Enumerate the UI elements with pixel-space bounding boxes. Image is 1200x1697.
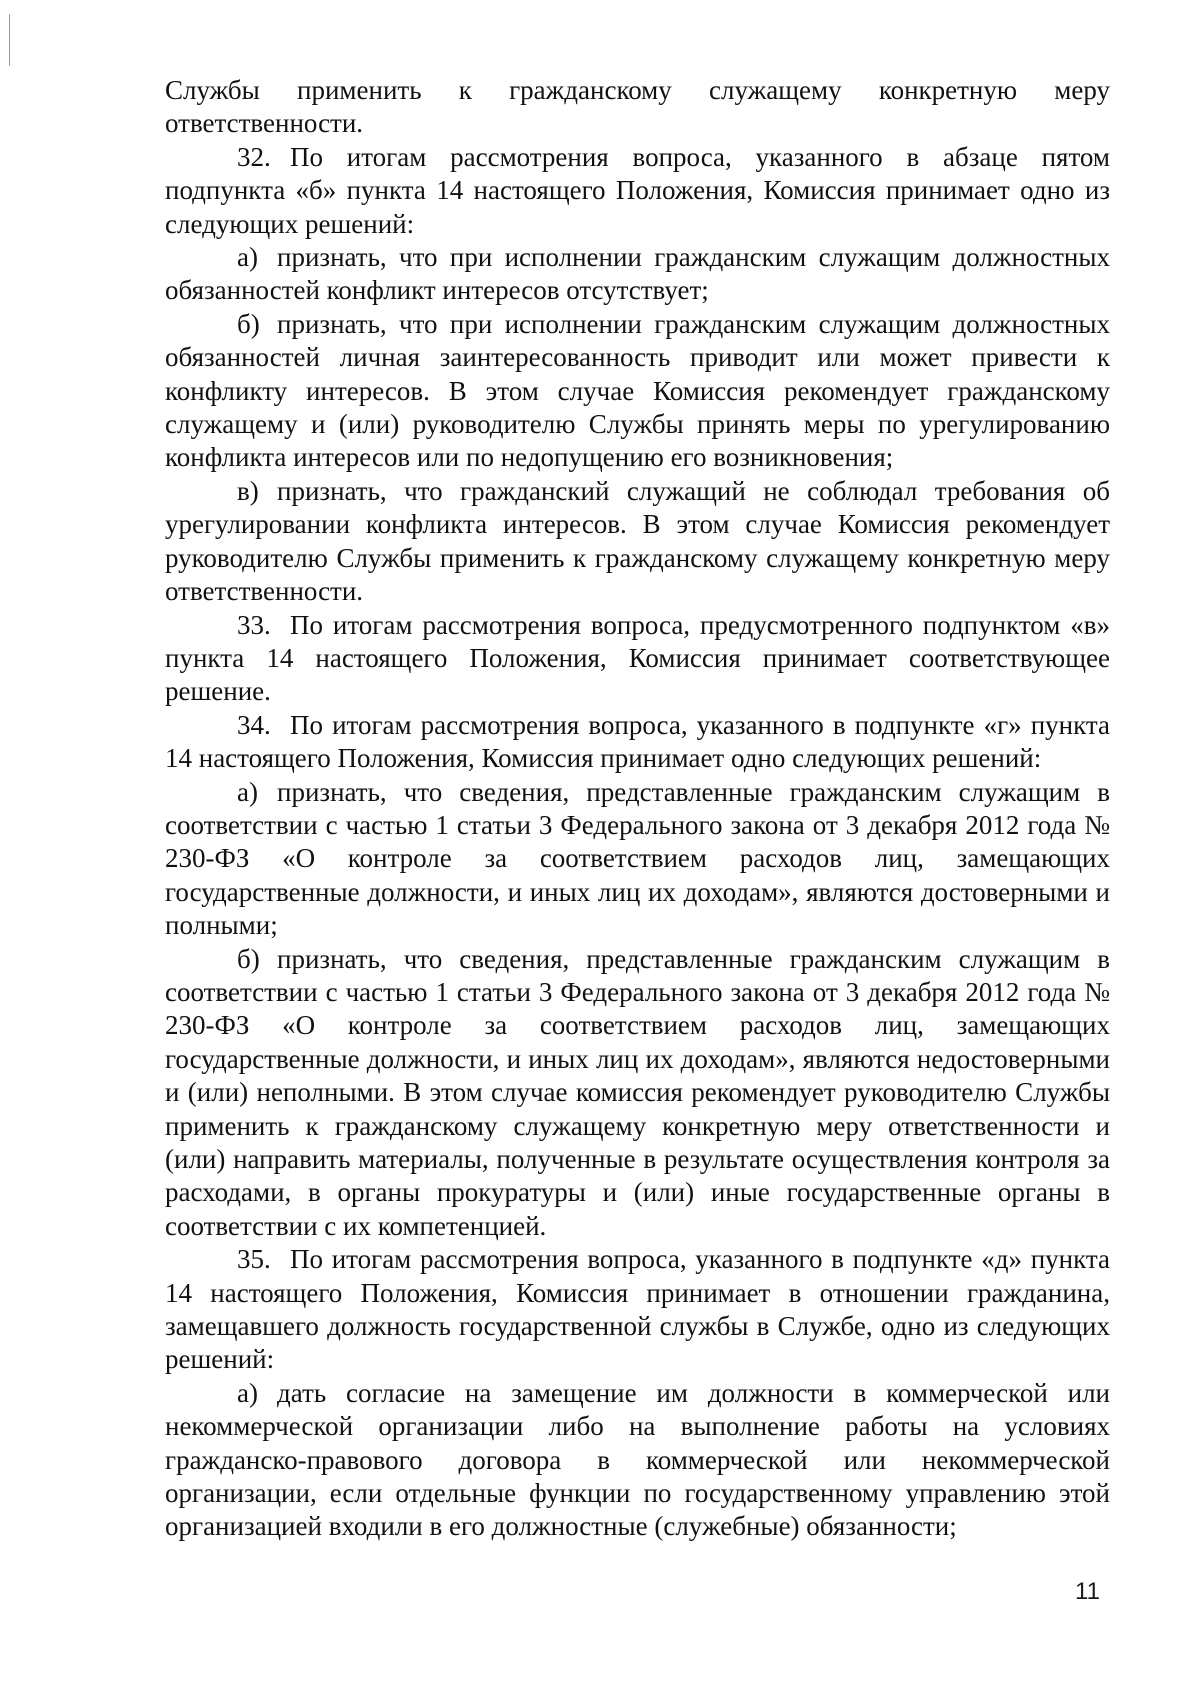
list-marker: а) xyxy=(237,776,258,807)
paragraph-text: Службы применить к гражданскому служащему конкретную меру ответственности. xyxy=(165,75,1110,139)
paragraph-number: 34. xyxy=(237,709,271,740)
paragraph-32-b xyxy=(165,308,1110,475)
paragraph-text: По итогам рассмотрения вопроса, предусмотренного подпунктом «в» пункта 14 настоящего Положения, Комиссия принимает соответствующее решение. xyxy=(165,609,1110,707)
scan-edge-mark xyxy=(9,14,10,66)
paragraph-32 xyxy=(165,141,1110,241)
paragraph-34-b xyxy=(165,943,1110,1244)
paragraph-text: По итогам рассмотрения вопроса, указанного в подпункте «г» пункта 14 настоящего Положения, Комиссия принимает одно следующих решений: xyxy=(165,709,1110,774)
list-marker: в) xyxy=(237,475,259,506)
paragraph-text: признать, что при исполнении гражданским служащим должностных обязанностей конфликт интересов отсутствует; xyxy=(165,242,1110,306)
paragraph-number: 32. xyxy=(237,141,271,172)
paragraph-text: По итогам рассмотрения вопроса, указанного в абзаце пятом подпункта «б» пункта 14 настоящего Положения, Комиссия принимает одно из следующих решений: xyxy=(165,141,1110,239)
paragraph-text: признать, что при исполнении гражданским служащим должностных обязанностей личная заинтересованность приводит или может привести к конфликту интересов. В этом случае Комиссия рекомендует гражданскому служащему и (или) руководителю Службы принять меры по урегулированию конфликта интересов или по недопущению его возникновения; xyxy=(165,308,1110,473)
list-marker: б) xyxy=(237,943,260,974)
paragraph-text: признать, что сведения, представленные гражданским служащим в соответствии с частью 1 статьи 3 Федерального закона от 3 декабря 2012 года № 230-ФЗ «О контроле за соответствием расходов лиц, замещающих государственные должности, и иных лиц их доходам», являются недостоверными и (или) неполными. В этом случае комиссия рекомендует руководителю Службы применить к гражданскому служащему конкретную меру ответственности и (или) направить материалы, полученные в результате осуществления контроля за расходами, в органы прокуратуры и (или) иные государственные органы в соответствии с их компетенцией. xyxy=(165,943,1110,1241)
paragraph-32-a xyxy=(165,241,1110,308)
paragraph-continuation xyxy=(165,74,1110,141)
paragraph-32-v xyxy=(165,475,1110,609)
paragraph-33 xyxy=(165,609,1110,709)
paragraph-35-a xyxy=(165,1377,1110,1544)
paragraph-34 xyxy=(165,709,1110,776)
list-marker: б) xyxy=(237,308,260,339)
paragraph-number: 35. xyxy=(237,1244,271,1275)
page-number: 11 xyxy=(1075,1578,1100,1605)
paragraph-text: По итогам рассмотрения вопроса, указанного в подпункте «д» пункта 14 настоящего Положения, Комиссия принимает в отношении гражданина, замещавшего должность государственной службы в Службе, одно из следующих решений: xyxy=(165,1244,1110,1375)
paragraph-34-a xyxy=(165,776,1110,943)
list-marker: а) xyxy=(237,242,258,273)
list-marker: а) xyxy=(237,1377,258,1408)
paragraph-text: признать, что сведения, представленные гражданским служащим в соответствии с частью 1 статьи 3 Федерального закона от 3 декабря 2012 года № 230-ФЗ «О контроле за соответствием расходов лиц, замещающих государственные должности, и иных лиц их доходам», являются достоверными и полными; xyxy=(165,776,1110,941)
paragraph-text: признать, что гражданский служащий не соблюдал требования об урегулировании конфликта интересов. В этом случае Комиссия рекомендует руководителю Службы применить к гражданскому служащему конкретную меру ответственности. xyxy=(165,475,1110,607)
document-body xyxy=(165,74,1110,1544)
paragraph-text: дать согласие на замещение им должности в коммерческой или некоммерческой организации либо на выполнение работы на условиях гражданско-правового договора в коммерческой или некоммерческой организации, если отдельные функции по государственному управлению этой организацией входили в его должностные (служебные) обязанности; xyxy=(165,1377,1110,1542)
paragraph-35 xyxy=(165,1243,1110,1377)
paragraph-number: 33. xyxy=(237,609,271,640)
